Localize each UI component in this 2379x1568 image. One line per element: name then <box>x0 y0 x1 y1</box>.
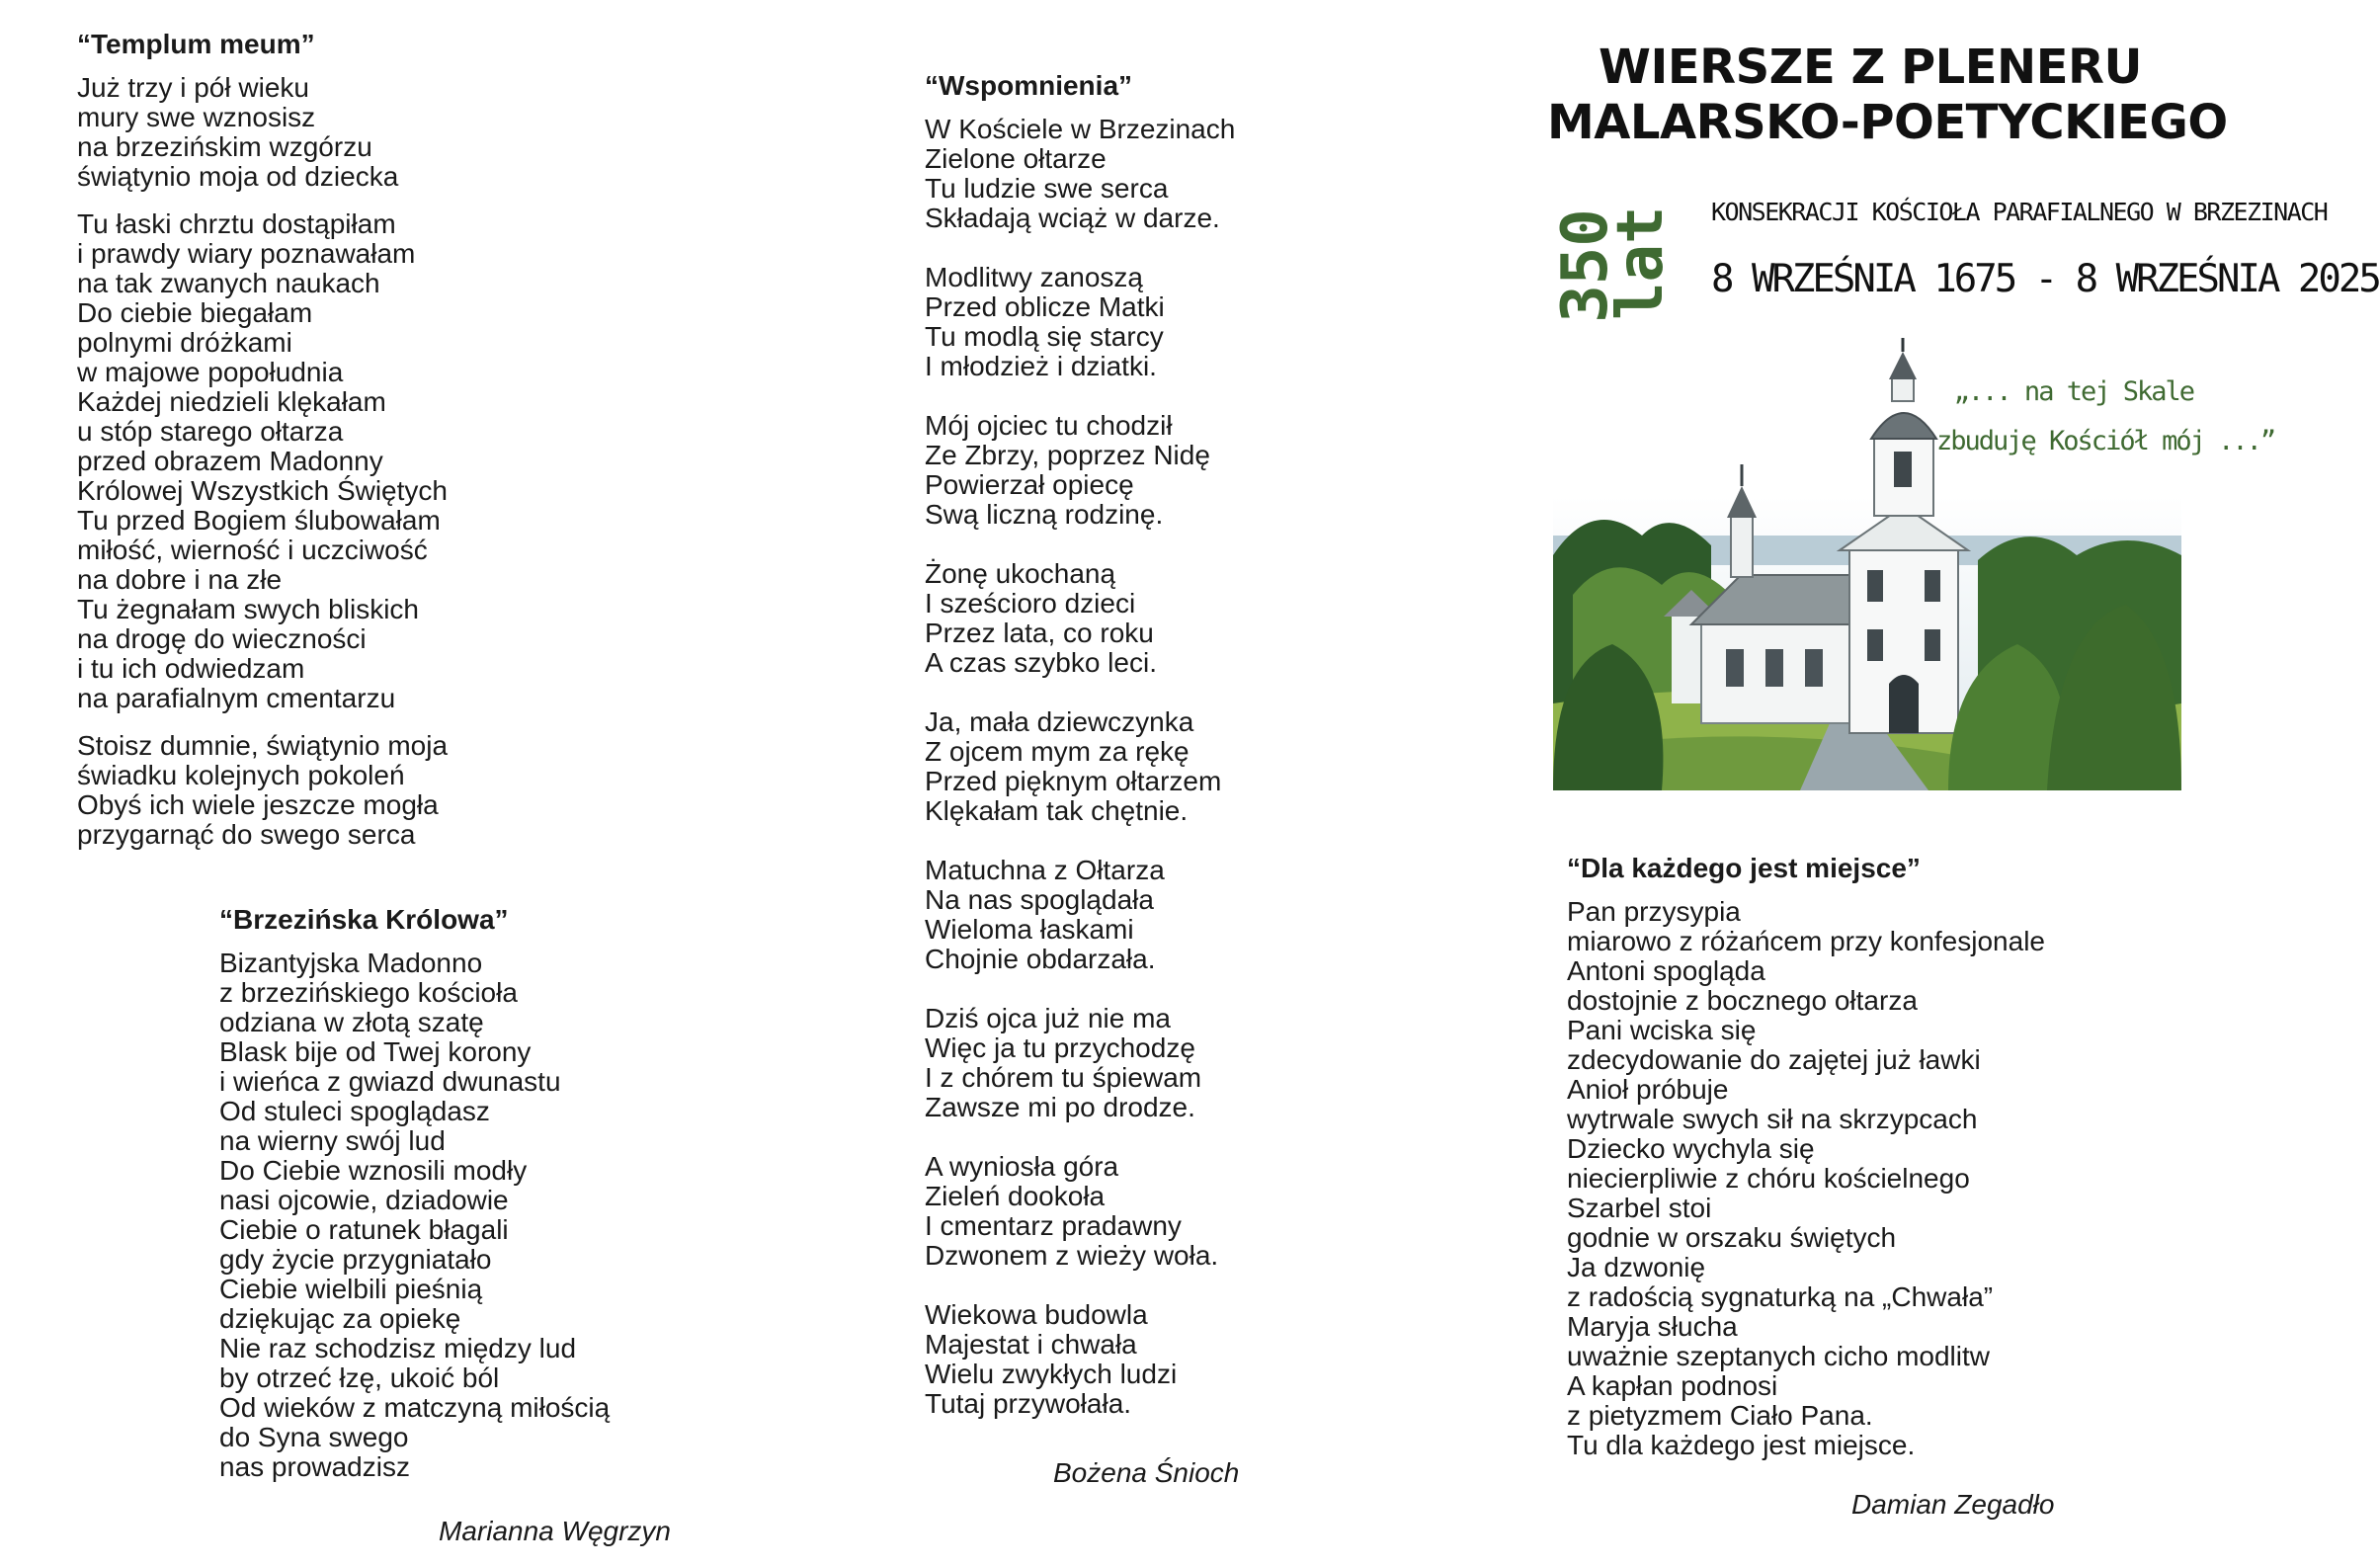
poem-line: Bizantyjska Madonno <box>219 948 483 978</box>
poem-line: Chojnie obdarzała. <box>925 944 1156 974</box>
poem-line: Matuchna z Ołtarza <box>925 855 1165 885</box>
poem-line: Od stuleci spoglądasz <box>219 1096 490 1126</box>
poem-line: Pan przysypia <box>1567 896 1741 927</box>
stanza <box>77 73 448 192</box>
poem-line: Mój ojciec tu chodził <box>925 410 1173 441</box>
poem-line: nas prowadzisz <box>219 1451 410 1482</box>
poem-line: niecierpliwie z chóru kościelnego <box>1567 1163 1970 1194</box>
anniversary-number: 350 <box>1549 208 1622 323</box>
poem-line: Tu dla każdego jest miejsce. <box>1567 1430 1916 1460</box>
poem-line: Klękałam tak chętnie. <box>925 795 1189 826</box>
poem-line: na drogę do wieczności <box>77 623 367 654</box>
poem-line: Przed oblicze Matki <box>925 291 1165 322</box>
poem-line: na dobre i na złe <box>77 564 283 595</box>
poem-line: wytrwale swych sił na skrzypcach <box>1567 1104 1978 1134</box>
poem-title: “Wspomnienia” <box>925 70 1133 101</box>
poem-line: Antoni spogląda <box>1567 955 1765 986</box>
poem-line: I z chórem tu śpiewam <box>925 1062 1202 1093</box>
poem-line: nasi ojcowie, dziadowie <box>219 1185 509 1215</box>
poem-line: na tak zwanych naukach <box>77 268 380 298</box>
poem-line: i wieńca z gwiazd dwunastu <box>219 1066 561 1097</box>
poem-line: I sześcioro dzieci <box>925 588 1136 619</box>
poem-line: Przez lata, co roku <box>925 618 1154 648</box>
quote <box>1936 368 2275 466</box>
stanza <box>925 263 1235 381</box>
poem-line: Zielone ołtarze <box>925 143 1107 174</box>
poem-line: Maryja słucha <box>1567 1311 1738 1342</box>
poem-line: Tu ludzie swe serca <box>925 173 1169 204</box>
stanza <box>925 115 1235 233</box>
poem-line: przed obrazem Madonny <box>77 446 383 476</box>
poem-line: i prawdy wiary poznawałam <box>77 238 416 269</box>
main-title <box>1547 40 2228 150</box>
poem-line: na parafialnym cmentarzu <box>77 683 396 713</box>
poem-line: Tu żegnałam swych bliskich <box>77 594 419 624</box>
poem-line: I cmentarz pradawny <box>925 1210 1182 1241</box>
poem-line: Składają wciąż w darze. <box>925 203 1220 233</box>
poem-title: “Templum meum” <box>77 29 315 59</box>
poem-line: Żonę ukochaną <box>925 558 1116 589</box>
anniversary-unit: lat <box>1604 206 1678 320</box>
poem-line: Zieleń dookoła <box>925 1181 1106 1211</box>
stanza <box>77 731 448 850</box>
poem-line: Obyś ich wiele jeszcze mogła <box>77 789 439 820</box>
poem-line: A czas szybko leci. <box>925 647 1157 678</box>
poem-line: dziękując za opiekę <box>219 1303 461 1334</box>
poem-line: uważnie szeptanych cicho modlitw <box>1567 1341 1990 1371</box>
poem-line: Swą liczną rodzinę. <box>925 499 1164 530</box>
anniversary-subtitle: KONSEKRACJI KOŚCIOŁA PARAFIALNEGO W BRZEZINACH <box>1711 198 2328 226</box>
poem-line: u stóp starego ołtarza <box>77 416 344 447</box>
main-title-line1: WIERSZE Z PLENERU <box>1599 40 2142 95</box>
poem-line: Majestat i chwała <box>925 1329 1137 1360</box>
poem-line: Pani wciska się <box>1567 1015 1757 1045</box>
poem-line: gdy życie przygniatało <box>219 1244 492 1275</box>
poem-line: Ciebie wielbili pieśnią <box>219 1274 483 1304</box>
poem-title: “Dla każdego jest miejsce” <box>1567 853 1921 883</box>
poem-line: Ciebie o ratunek błagali <box>219 1214 509 1245</box>
poem-line: Modlitwy zanoszą <box>925 262 1143 292</box>
poem-line: Przed pięknym ołtarzem <box>925 766 1222 796</box>
poem-line: Z ojcem mym za rękę <box>925 736 1190 767</box>
poem-line: świątynio moja od dziecka <box>77 161 399 192</box>
poem-line: Dziecko wychyla się <box>1567 1133 1815 1164</box>
poem-line: Zawsze mi po drodze. <box>925 1092 1195 1122</box>
poem-line: z brzezińskiego kościoła <box>219 977 518 1008</box>
poem-line: Ja, mała dziewczynka <box>925 706 1194 737</box>
stanza <box>925 1004 1235 1122</box>
poem-dla-kazdego-jest-miejsce <box>1567 852 2045 1478</box>
poem-line: Anioł próbuje <box>1567 1074 1729 1105</box>
poem-brzezinska-krolowa <box>219 903 610 1500</box>
poem-line: Od wieków z matczyną miłością <box>219 1392 611 1423</box>
poem-line: Ja dzwonię <box>1567 1252 1706 1282</box>
poem-line: Wieloma łaskami <box>925 914 1134 945</box>
stanza <box>1567 897 2045 1460</box>
poem-line: Blask bije od Twej korony <box>219 1036 532 1067</box>
quote-line2: zbuduję Kościół mój ...” <box>1936 426 2275 456</box>
poem-line: A wyniosła góra <box>925 1151 1119 1182</box>
poem-line: Stoisz dumnie, świątynio moja <box>77 730 449 761</box>
poem-line: Każdej niedzieli klękałam <box>77 386 386 417</box>
poem-line: świadku kolejnych pokoleń <box>77 760 405 790</box>
poem-line: z pietyzmem Ciało Pana. <box>1567 1400 1873 1431</box>
poem-author: Marianna Węgrzyn <box>439 1516 671 1546</box>
poem-line: dostojnie z bocznego ołtarza <box>1567 985 1918 1016</box>
poem-line: w majowe popołudnia <box>77 357 344 387</box>
poem-line: Więc ja tu przychodzę <box>925 1032 1195 1063</box>
quote-line1: „... na tej Skale <box>1953 376 2193 407</box>
poem-line: Dziś ojca już nie ma <box>925 1003 1171 1033</box>
stanza <box>925 411 1235 530</box>
poem-wspomnienia <box>925 69 1235 1448</box>
poem-line: Nie raz schodzisz między lud <box>219 1333 577 1363</box>
stanza <box>925 707 1235 826</box>
poem-line: do Syna swego <box>219 1422 409 1452</box>
poem-line: polnymi dróżkami <box>77 327 292 358</box>
poem-line: Szarbel stoi <box>1567 1193 1712 1223</box>
poem-line: przygarnąć do swego serca <box>77 819 416 850</box>
poem-line: Wielu zwykłych ludzi <box>925 1359 1178 1389</box>
poem-templum-meum <box>77 28 448 867</box>
poem-line: Już trzy i pół wieku <box>77 72 309 103</box>
poem-line: Tu przed Bogiem ślubowałam <box>77 505 441 536</box>
poem-line: A kapłan podnosi <box>1567 1370 1778 1401</box>
poem-line: Królowej Wszystkich Świętych <box>77 475 448 506</box>
poem-line: Do ciebie biegałam <box>77 297 313 328</box>
poem-line: mury swe wznosisz <box>77 102 316 132</box>
poem-line: z radością sygnaturką na „Chwała” <box>1567 1281 1994 1312</box>
poem-line: I młodzież i dziatki. <box>925 351 1157 381</box>
poem-line: by otrzeć łzę, ukoić ból <box>219 1362 500 1393</box>
stanza <box>925 1300 1235 1419</box>
poem-line: Ze Zbrzy, poprzez Nidę <box>925 440 1210 470</box>
stanza <box>219 949 610 1482</box>
poem-line: na brzezińskim wzgórzu <box>77 131 372 162</box>
poem-line: miłość, wierność i uczciwość <box>77 535 428 565</box>
stanza <box>925 559 1235 678</box>
poem-line: Powierzał opiecę <box>925 469 1134 500</box>
poem-line: Do Ciebie wznosili modły <box>219 1155 528 1186</box>
poem-line: Wiekowa budowla <box>925 1299 1148 1330</box>
poem-line: Na nas spoglądała <box>925 884 1154 915</box>
poem-author: Bożena Śnioch <box>1053 1457 1240 1488</box>
anniversary-dates: 8 WRZEŚNIA 1675 - 8 WRZEŚNIA 2025 <box>1711 257 2379 301</box>
poem-line: Tu łaski chrztu dostąpiłam <box>77 208 396 239</box>
poem-line: na wierny swój lud <box>219 1125 446 1156</box>
poem-line: i tu ich odwiedzam <box>77 653 305 684</box>
poem-line: Dzwonem z wieży woła. <box>925 1240 1219 1271</box>
poem-title: “Brzezińska Królowa” <box>219 904 509 935</box>
main-title-line2: MALARSKO-POETYCKIEGO <box>1547 95 2228 150</box>
poem-line: odziana w złotą szatę <box>219 1007 484 1037</box>
poem-line: Tutaj przywołała. <box>925 1388 1132 1419</box>
poem-line: Tu modlą się starcy <box>925 321 1164 352</box>
poem-line: miarowo z różańcem przy konfesjonale <box>1567 926 2045 956</box>
stanza <box>925 856 1235 974</box>
stanza <box>925 1152 1235 1271</box>
poem-author: Damian Zegadło <box>1851 1489 2055 1520</box>
stanza <box>77 209 448 713</box>
poem-line: W Kościele w Brzezinach <box>925 114 1236 144</box>
poem-line: zdecydowanie do zajętej już ławki <box>1567 1044 1981 1075</box>
poem-line: godnie w orszaku świętych <box>1567 1222 1897 1253</box>
